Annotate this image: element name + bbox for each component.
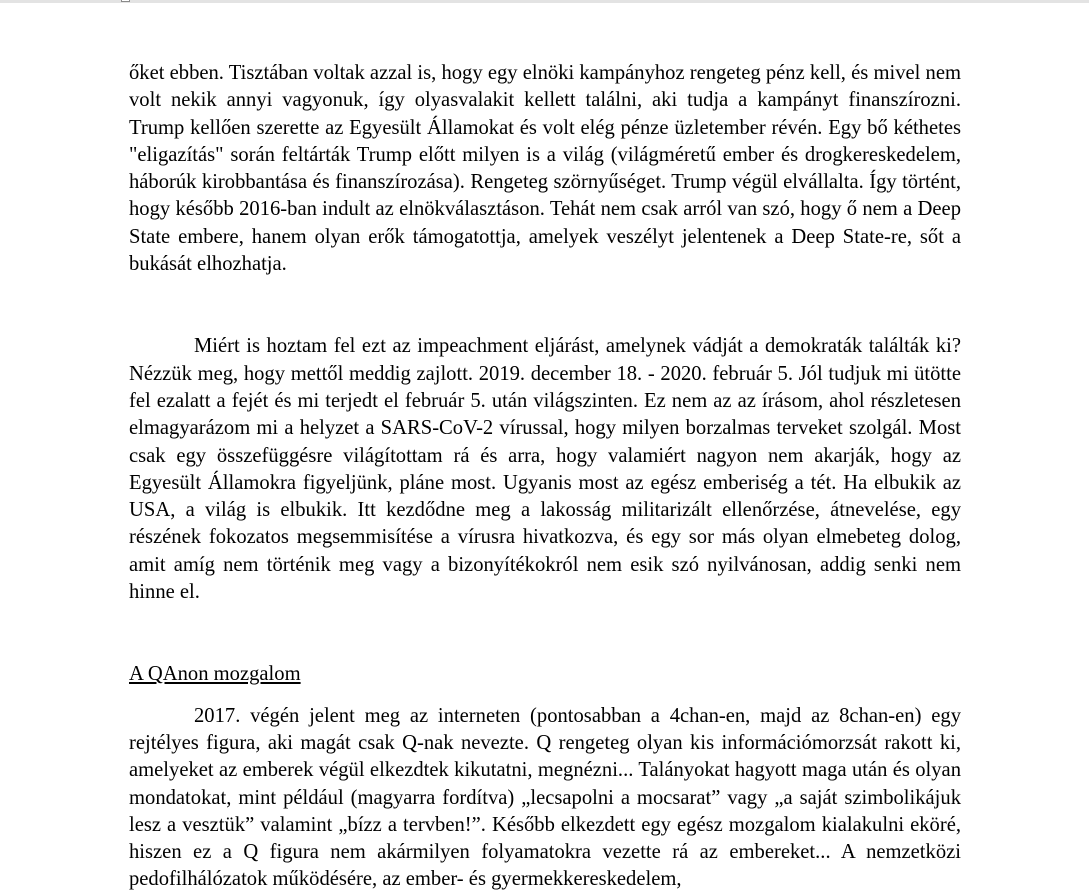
body-paragraph: 2017. végén jelent meg az interneten (pontosabban a 4chan-en, majd az 8chan-en) egy rejtélyes figura, aki magát csak Q-nak nevezte. Q rengeteg olyan kis információmorzsát rakott ki, amelyeket az emberek végül elkezdtek kikutatni, megnézni... Talányokat hagyott maga után és olyan mondatokat, mint például (magyarra fordítva) „lecsapolni a mocsarat” vagy „a saját szimbolikájuk lesz a vesztük” valamint „bízz a tervben!”. Később elkezdett egy egész mozgalom kialakulni eköré, hiszen ez a Q figura nem akármilyen folyamatokra vezette rá az embereket... A nemzetközi pedofilhálózatok működésére, az ember- és gyermekkereskedelem, <box>129 704 961 891</box>
page-corner-crop-mark <box>121 0 130 2</box>
body-paragraph: őket ebben. Tisztában voltak azzal is, hogy egy elnöki kampányhoz rengeteg pénz kell, és mivel nem volt nekik annyi vagyonuk, így olyasvalakit kellett találni, aki tudja a kampányt finanszírozni. Trump kellően szerette az Egyesült Államokat és volt elég pénze üzletember révén. Egy bő kéthetes "eligazítás" során feltárták Trump előtt milyen is a világ (világméretű ember és drogkereskedelem, háborúk kirobbantása és finanszírozása). Rengeteg szörnyűséget. Trump végül elvállalta. Így történt, hogy később 2016-ban indult az elnökválasztáson. Tehát nem csak arról van szó, hogy ő nem a Deep State embere, hanem olyan erők támogatottja, amelyek veszélyt jelentenek a Deep State-re, sőt a bukását elhozhatja. <box>129 62 961 276</box>
document-page <box>129 60 961 894</box>
previous-page-edge <box>0 0 1089 3</box>
section-heading: A QAnon mozgalom <box>129 663 301 686</box>
body-paragraph: Miért is hoztam fel ezt az impeachment eljárást, amelynek vádját a demokraták találták ki? Nézzük meg, hogy mettől meddig zajlott. 2019. december 18. - 2020. február 5. Jól tudjuk mi ütötte fel ezalatt a fejét és mi terjedt el február 5. után világszinten. Ez nem az az írásom, ahol részletesen elmagyarázom mi a helyzet a SARS-CoV-2 vírussal, hogy milyen borzalmas terveket szolgál. Most csak egy összefüggésre világítottam rá és arra, hogy valamiért nagyon nem akarják, hogy az Egyesült Államokra figyeljünk, pláne most. Ugyanis most az egész emberiség a tét. Ha elbukik az USA, a világ is elbukik. Itt kezdődne meg a lakosság militarizált ellenőrzése, átnevelése, egy részének fokozatos megsemmisítése a vírusra hivatkozva, és egy sor más olyan elmebeteg dolog, amit amíg nem történik meg vagy a bizonyítékokról nem esik szó nyilvánosan, addig senki nem hinne el. <box>129 335 961 604</box>
